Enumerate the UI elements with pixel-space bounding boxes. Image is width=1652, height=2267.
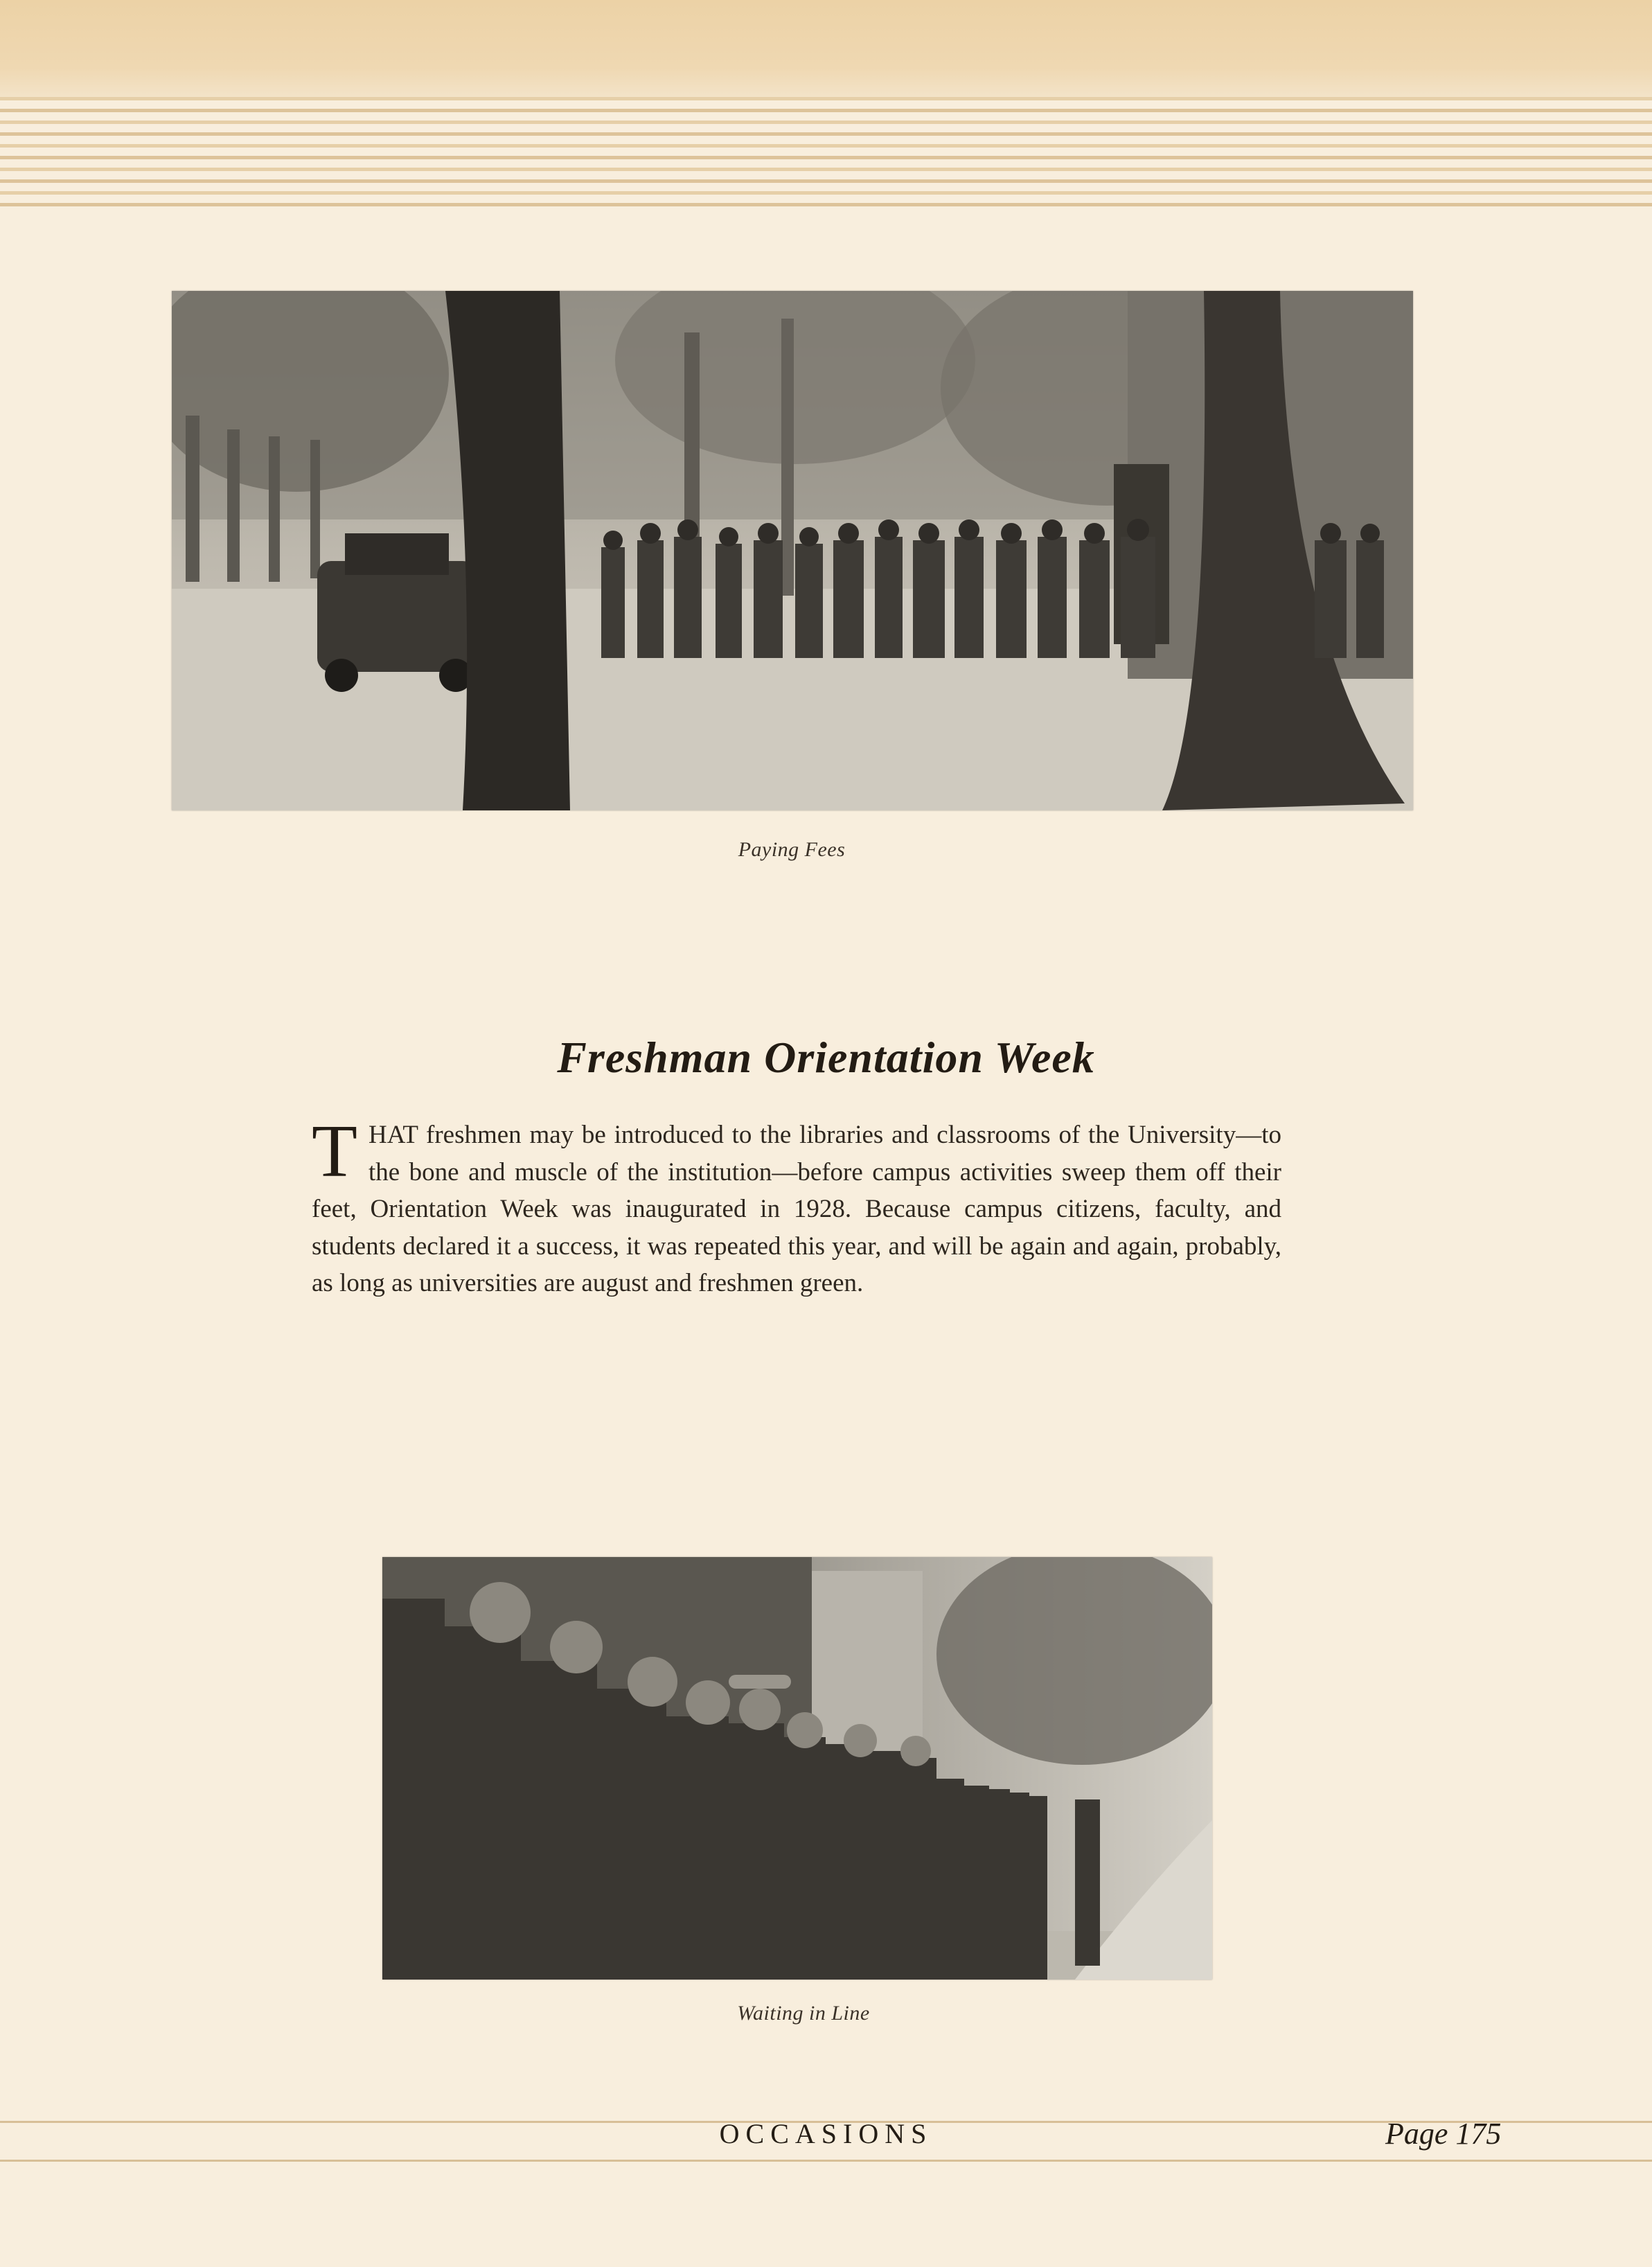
caption-paying-fees: Paying Fees [738, 838, 846, 861]
caption-waiting-in-line: Waiting in Line [737, 2002, 870, 2025]
page-number: Page 175 [1385, 2117, 1502, 2151]
article-paragraph: HAT freshmen may be introduced to the libraries and classrooms of the University—to the bone and muscle of the institution—before campus activities sweep them off their feet, Orientation Week was inaugurated in 1928. Because campus citizens, faculty, and students declared it a success, it was repeated this year, and will be again and again, probably, as long as universities are august and freshmen green. [312, 1121, 1281, 1297]
article-title: Freshman Orientation Week [557, 1033, 1095, 1082]
photo-waiting-in-line [382, 1557, 1212, 1980]
drop-cap: T [312, 1110, 357, 1193]
photo-paying-fees [172, 291, 1413, 810]
footer-section-label: OCCASIONS [719, 2118, 933, 2149]
article-body [312, 1110, 1281, 1302]
top-decorative-band [0, 0, 1652, 97]
footer-rule-bottom [0, 2160, 1652, 2162]
